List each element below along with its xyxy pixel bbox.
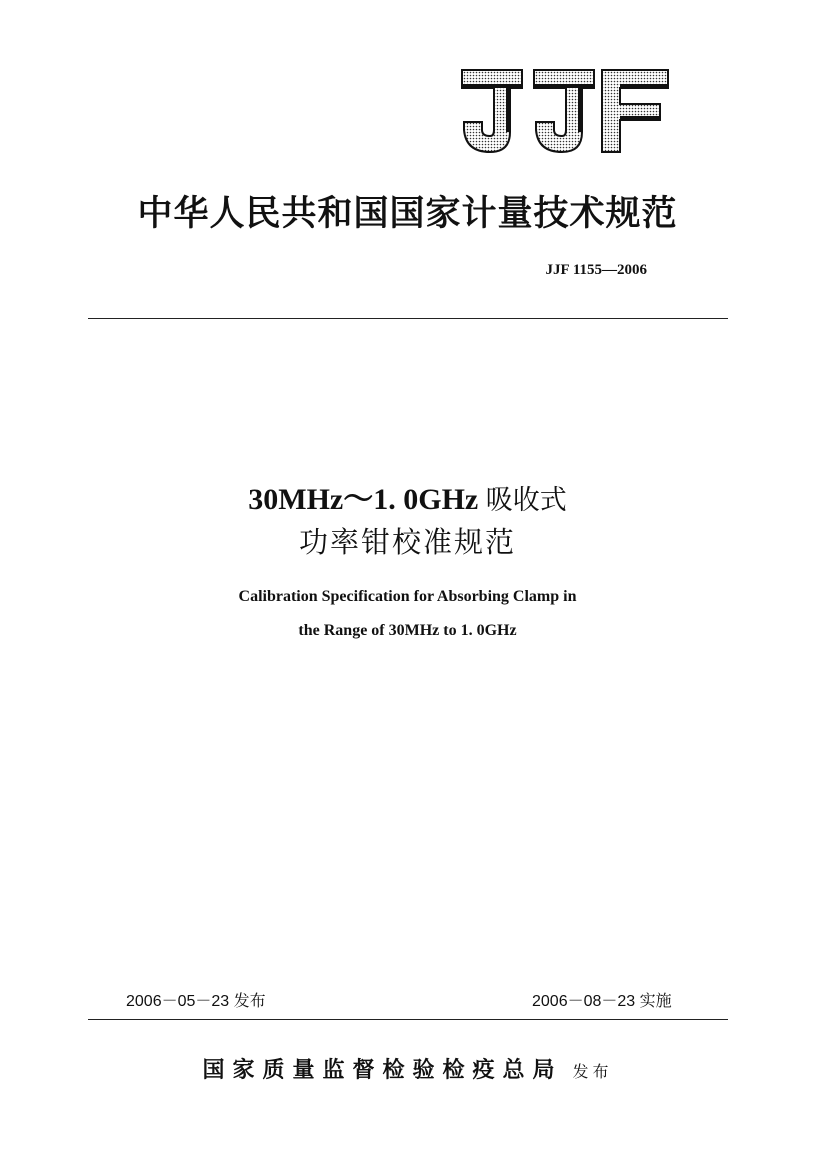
- national-spec-heading: 中华人民共和国国家计量技术规范: [137, 193, 678, 234]
- issuer-name: 国家质量监督检验检疫总局: [202, 1057, 563, 1083]
- document-title-line2: 功率钳校准规范: [298, 525, 516, 559]
- issuer-suffix: 发布: [572, 1062, 613, 1081]
- english-title-line1: Calibration Specification for Absorbing Clamp in: [238, 588, 577, 605]
- spec-number: JJF 1155—2006: [545, 262, 647, 278]
- top-divider: [88, 318, 728, 319]
- document-title-line1: [0, 474, 815, 518]
- jjf-logo: [460, 68, 670, 156]
- bottom-divider: [88, 1019, 728, 1020]
- document-title-latin: 30MHz～1. 0GHz: [248, 483, 486, 516]
- issue-date: 2006－05－23 发布: [126, 993, 266, 1010]
- english-title-line2: the Range of 30MHz to 1. 0GHz: [298, 622, 517, 639]
- effective-date: 2006－08－23 实施: [532, 993, 672, 1010]
- issuer-line: [0, 1053, 815, 1084]
- document-title-cjk: 吸收式: [485, 485, 567, 516]
